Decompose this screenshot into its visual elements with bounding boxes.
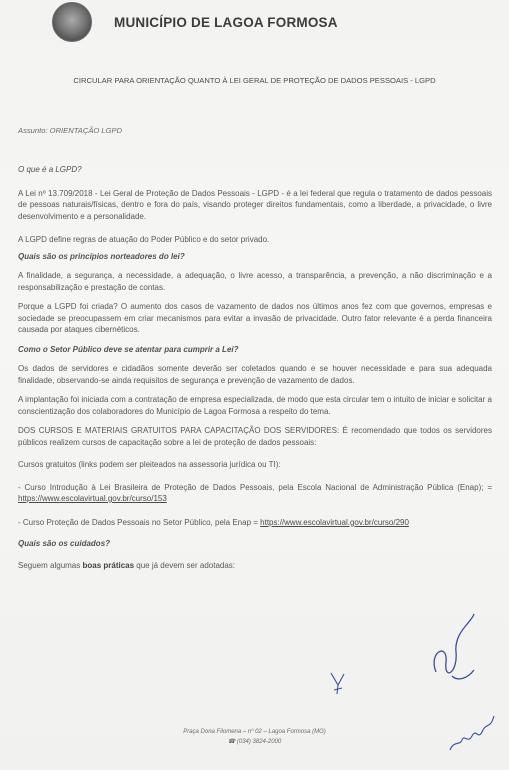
handwritten-signature-1	[428, 612, 488, 692]
paragraph	[18, 560, 492, 572]
paragraph: A LGPD define regras de atuação do Poder Público e do setor privado.	[18, 235, 270, 244]
paragraph: A Lei nº 13.709/2018 - Lei Geral de Proteção de Dados Pessoais - LGPD - é a lei federal que regula o tratamento de dados pessoais de pessoas naturais/físicas, dentro e fora do país, visando proteger direitos fundamentais, como a liberdade, a privacidade, o livre desenvolvimento e a personalidade.	[18, 188, 492, 221]
paragraph: A finalidade, a segurança, a necessidade, a adequação, o livre acesso, a transparência, a prevenção, a não discriminação e a responsabilização e prestação de contas.	[18, 271, 492, 292]
municipality-name: MUNICÍPIO DE LAGOA FORMOSA	[114, 14, 338, 30]
course-description: - Curso Proteção de Dados Pessoais no Setor Público, pela Enap =	[18, 517, 261, 527]
paragraph: Porque a LGPD foi criada? O aumento dos casos de vazamento de dados nos últimos anos fez com que governos, empresas e sociedade se preocupassem em criar mecanismos para evitar a invasão de privacidade. Outro fator relevante é a perda financeira causada por ataques cibernéticos.	[18, 302, 492, 334]
paragraph	[18, 517, 492, 529]
question-heading: O que é a LGPD?	[18, 165, 82, 174]
course-description: - Curso Introdução à Lei Brasileira de Proteção de Dados Pessoais, pela Escola Nacional de Administração Pública (Enap); =	[18, 482, 492, 492]
handwritten-initial	[328, 670, 348, 696]
question-heading: Como o Setor Público deve se atentar para cumprir a Lei?	[18, 344, 239, 354]
paragraph: DOS CURSOS E MATERIAIS GRATUITOS PARA CAPACITAÇÃO DOS SERVIDORES: É recomendado que todos os servidores públicos realizem cursos de capacitação sobre a lei de proteção de dados pessoais:	[18, 426, 492, 447]
footer-phone: ☎ (034) 3824-2000	[227, 739, 282, 745]
emphasis-text: boas práticas	[82, 560, 135, 570]
text-run: Seguem algumas	[18, 560, 83, 570]
document-title: CIRCULAR PARA ORIENTAÇÃO QUANTO À LEI GERAL DE PROTEÇÃO DE DADOS PESSOAIS - LGPD	[73, 76, 436, 85]
question-heading: Quais são os princípios norteadores do lei?	[18, 251, 185, 261]
footer-address: Praça Dona Filomena – nº 02 – Lagoa Formosa (MG)	[183, 729, 326, 735]
text-run: que já devem ser adotadas:	[134, 560, 236, 570]
paragraph: Cursos gratuitos (links podem ser pleiteados na assessoria jurídica ou TI):	[18, 460, 281, 469]
paragraph	[18, 482, 492, 505]
letterhead	[52, 2, 338, 42]
paragraph: Os dados de servidores e cidadãos somente deverão ser coletados quando e se houver necessidade e para sua adequada finalidade, observando-se ainda requisitos de segurança e prevenção de vazamento de dados.	[18, 364, 492, 385]
subject-line: Assunto: ORIENTAÇÃO LGPD	[18, 126, 123, 135]
page-footer	[0, 727, 509, 747]
municipal-coat-of-arms-icon	[52, 2, 92, 42]
course-link-153[interactable]: https://www.escolavirtual.gov.br/curso/153	[18, 494, 167, 503]
paragraph: A implantação foi iniciada com a contratação de empresa especializada, de modo que esta circular tem o intuito de iniciar e solicitar a conscientização dos colaboradores do Município de Lagoa Formosa a respeito do tema.	[18, 395, 492, 416]
course-link-290[interactable]: https://www.escolavirtual.gov.br/curso/290	[260, 517, 409, 527]
question-heading: Quais são os cuidados?	[18, 539, 111, 548]
document-body	[18, 164, 492, 571]
